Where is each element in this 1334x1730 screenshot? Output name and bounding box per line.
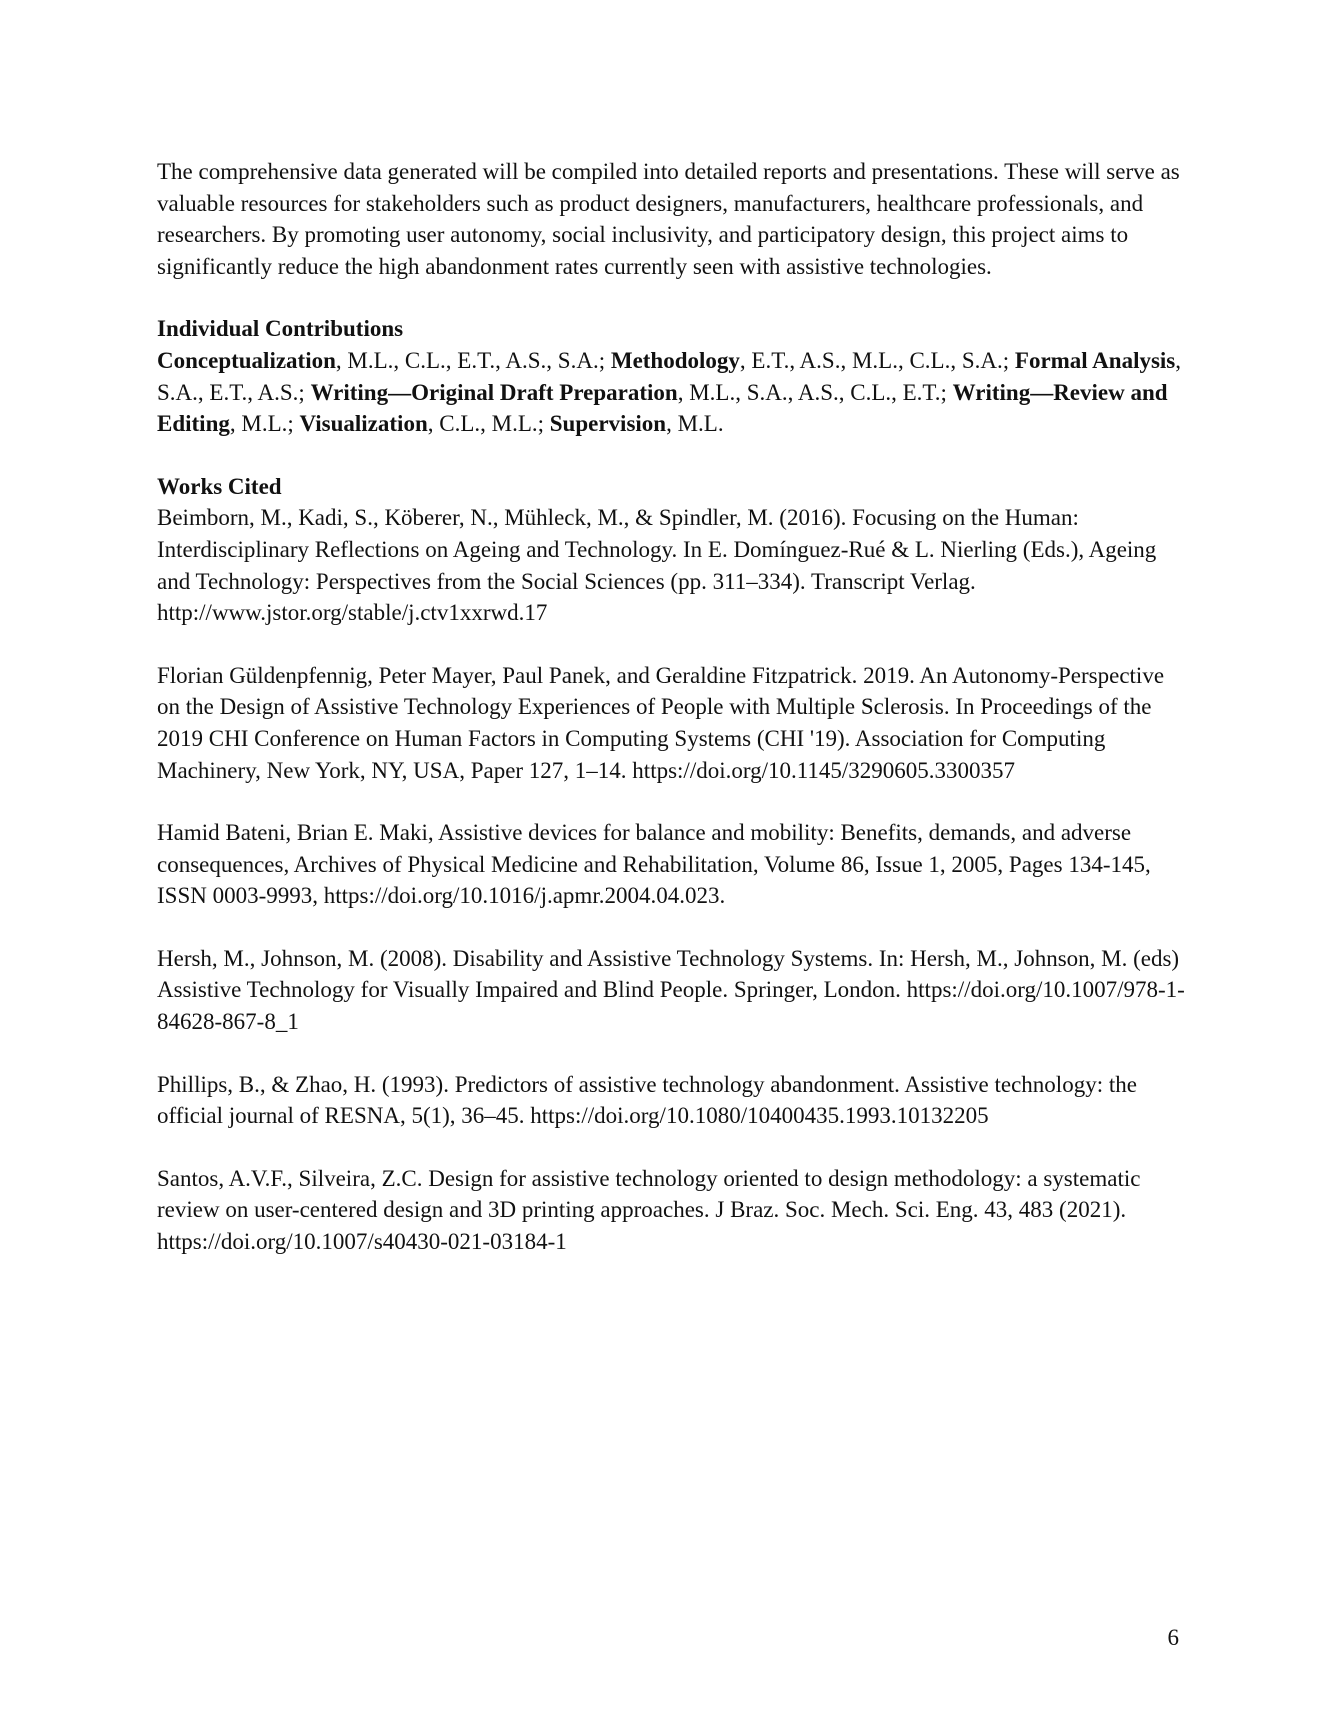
contributions-text [157,345,1187,440]
contributions-heading: Individual Contributions [157,316,404,342]
citation-entry: Santos, A.V.F., Silveira, Z.C. Design for assistive technology oriented to design methodology: a systematic review on user-centered design and 3D printing approaches. J Braz. Soc. Mech. Sci. Eng. 43, 483 (2021). https://doi.org/10.1007/s40430-021-03184-1 [157,1165,1141,1255]
contribution-names: , M.L., C.L., E.T., A.S., S.A.; [335,347,611,373]
citation-entry: Phillips, B., & Zhao, H. (1993). Predictors of assistive technology abandonment. Assistive technology: the official journal of RESNA, 5(1), 36–45. https://doi.org/10.1080/10400435.1993.10132205 [157,1071,1137,1129]
citation-entry: Hamid Bateni, Brian E. Maki, Assistive devices for balance and mobility: Benefits, demands, and adverse consequences, Archives of Physical Medicine and Rehabilitation, Volume 86, Issue 1, 2005, Pages 134-145, ISSN 0003-9993, https://doi.org/10.1016/j.apmr.2004.04.023. [157,820,1151,909]
citation-entry: Beimborn, M., Kadi, S., Köberer, N., Mühleck, M., & Spindler, M. (2016). Focusing on the Human: Interdisciplinary Reflections on Ageing and Technology. In E. Domínguez-Rué & L. Nierling (Eds.), Ageing and Technology: Perspectives from the Social Sciences (pp. 311–334). Transcript Verlag. http://www.jstor.org/stable/j.ctv1xxrwd.17 [157,505,1157,626]
contributions-section [157,313,1187,439]
contribution-names: , M.L. [666,411,724,437]
contribution-names: , C.L., M.L.; [427,411,550,437]
document-page [157,156,1187,1258]
contribution-names: , E.T., A.S., M.L., C.L., S.A.; [739,347,1015,373]
page-number: 6 [1167,1625,1179,1650]
works-cited-heading: Works Cited [157,473,282,499]
intro-paragraph: The comprehensive data generated will be compiled into detailed reports and presentations. These will serve as valuable resources for stakeholders such as product designers, manufacturers, healthcare professionals, and researchers. By promoting user autonomy, social inclusivity, and participatory design, this project aims to significantly reduce the high abandonment rates currently seen with assistive technologies. [157,159,1180,279]
contribution-role: Visualization [299,411,428,437]
contribution-role: Formal Analysis [1014,347,1176,373]
works-cited-section [157,471,1187,1258]
contribution-names: , M.L.; [229,411,300,437]
contribution-names: , M.L., S.A., A.S., C.L., E.T.; [677,379,953,405]
contribution-role: Methodology [610,347,740,373]
citation-entry: Hersh, M., Johnson, M. (2008). Disability and Assistive Technology Systems. In: Hersh, M., Johnson, M. (eds) Assistive Technology for Visually Impaired and Blind People. Springer, London. https://doi.org/10.1007/978-1-84628-867-8_1 [157,945,1185,1035]
contribution-role: Supervision [549,411,667,437]
contribution-role: Writing—Original Draft Preparation [310,379,678,405]
contribution-role: Writing—Review and Editing [157,379,1168,437]
citation-entry: Florian Güldenpfennig, Peter Mayer, Paul Panek, and Geraldine Fitzpatrick. 2019. An Autonomy-Perspective on the Design of Assistive Technology Experiences of People with Multiple Sclerosis. In Proceedings of the 2019 CHI Conference on Human Factors in Computing Systems (CHI '19). Association for Computing Machinery, New York, NY, USA, Paper 127, 1–14. https://doi.org/10.1145/3290605.3300357 [157,662,1165,783]
contribution-role: Conceptualization [157,347,336,373]
contribution-names: , S.A., E.T., A.S.; [157,347,1182,405]
